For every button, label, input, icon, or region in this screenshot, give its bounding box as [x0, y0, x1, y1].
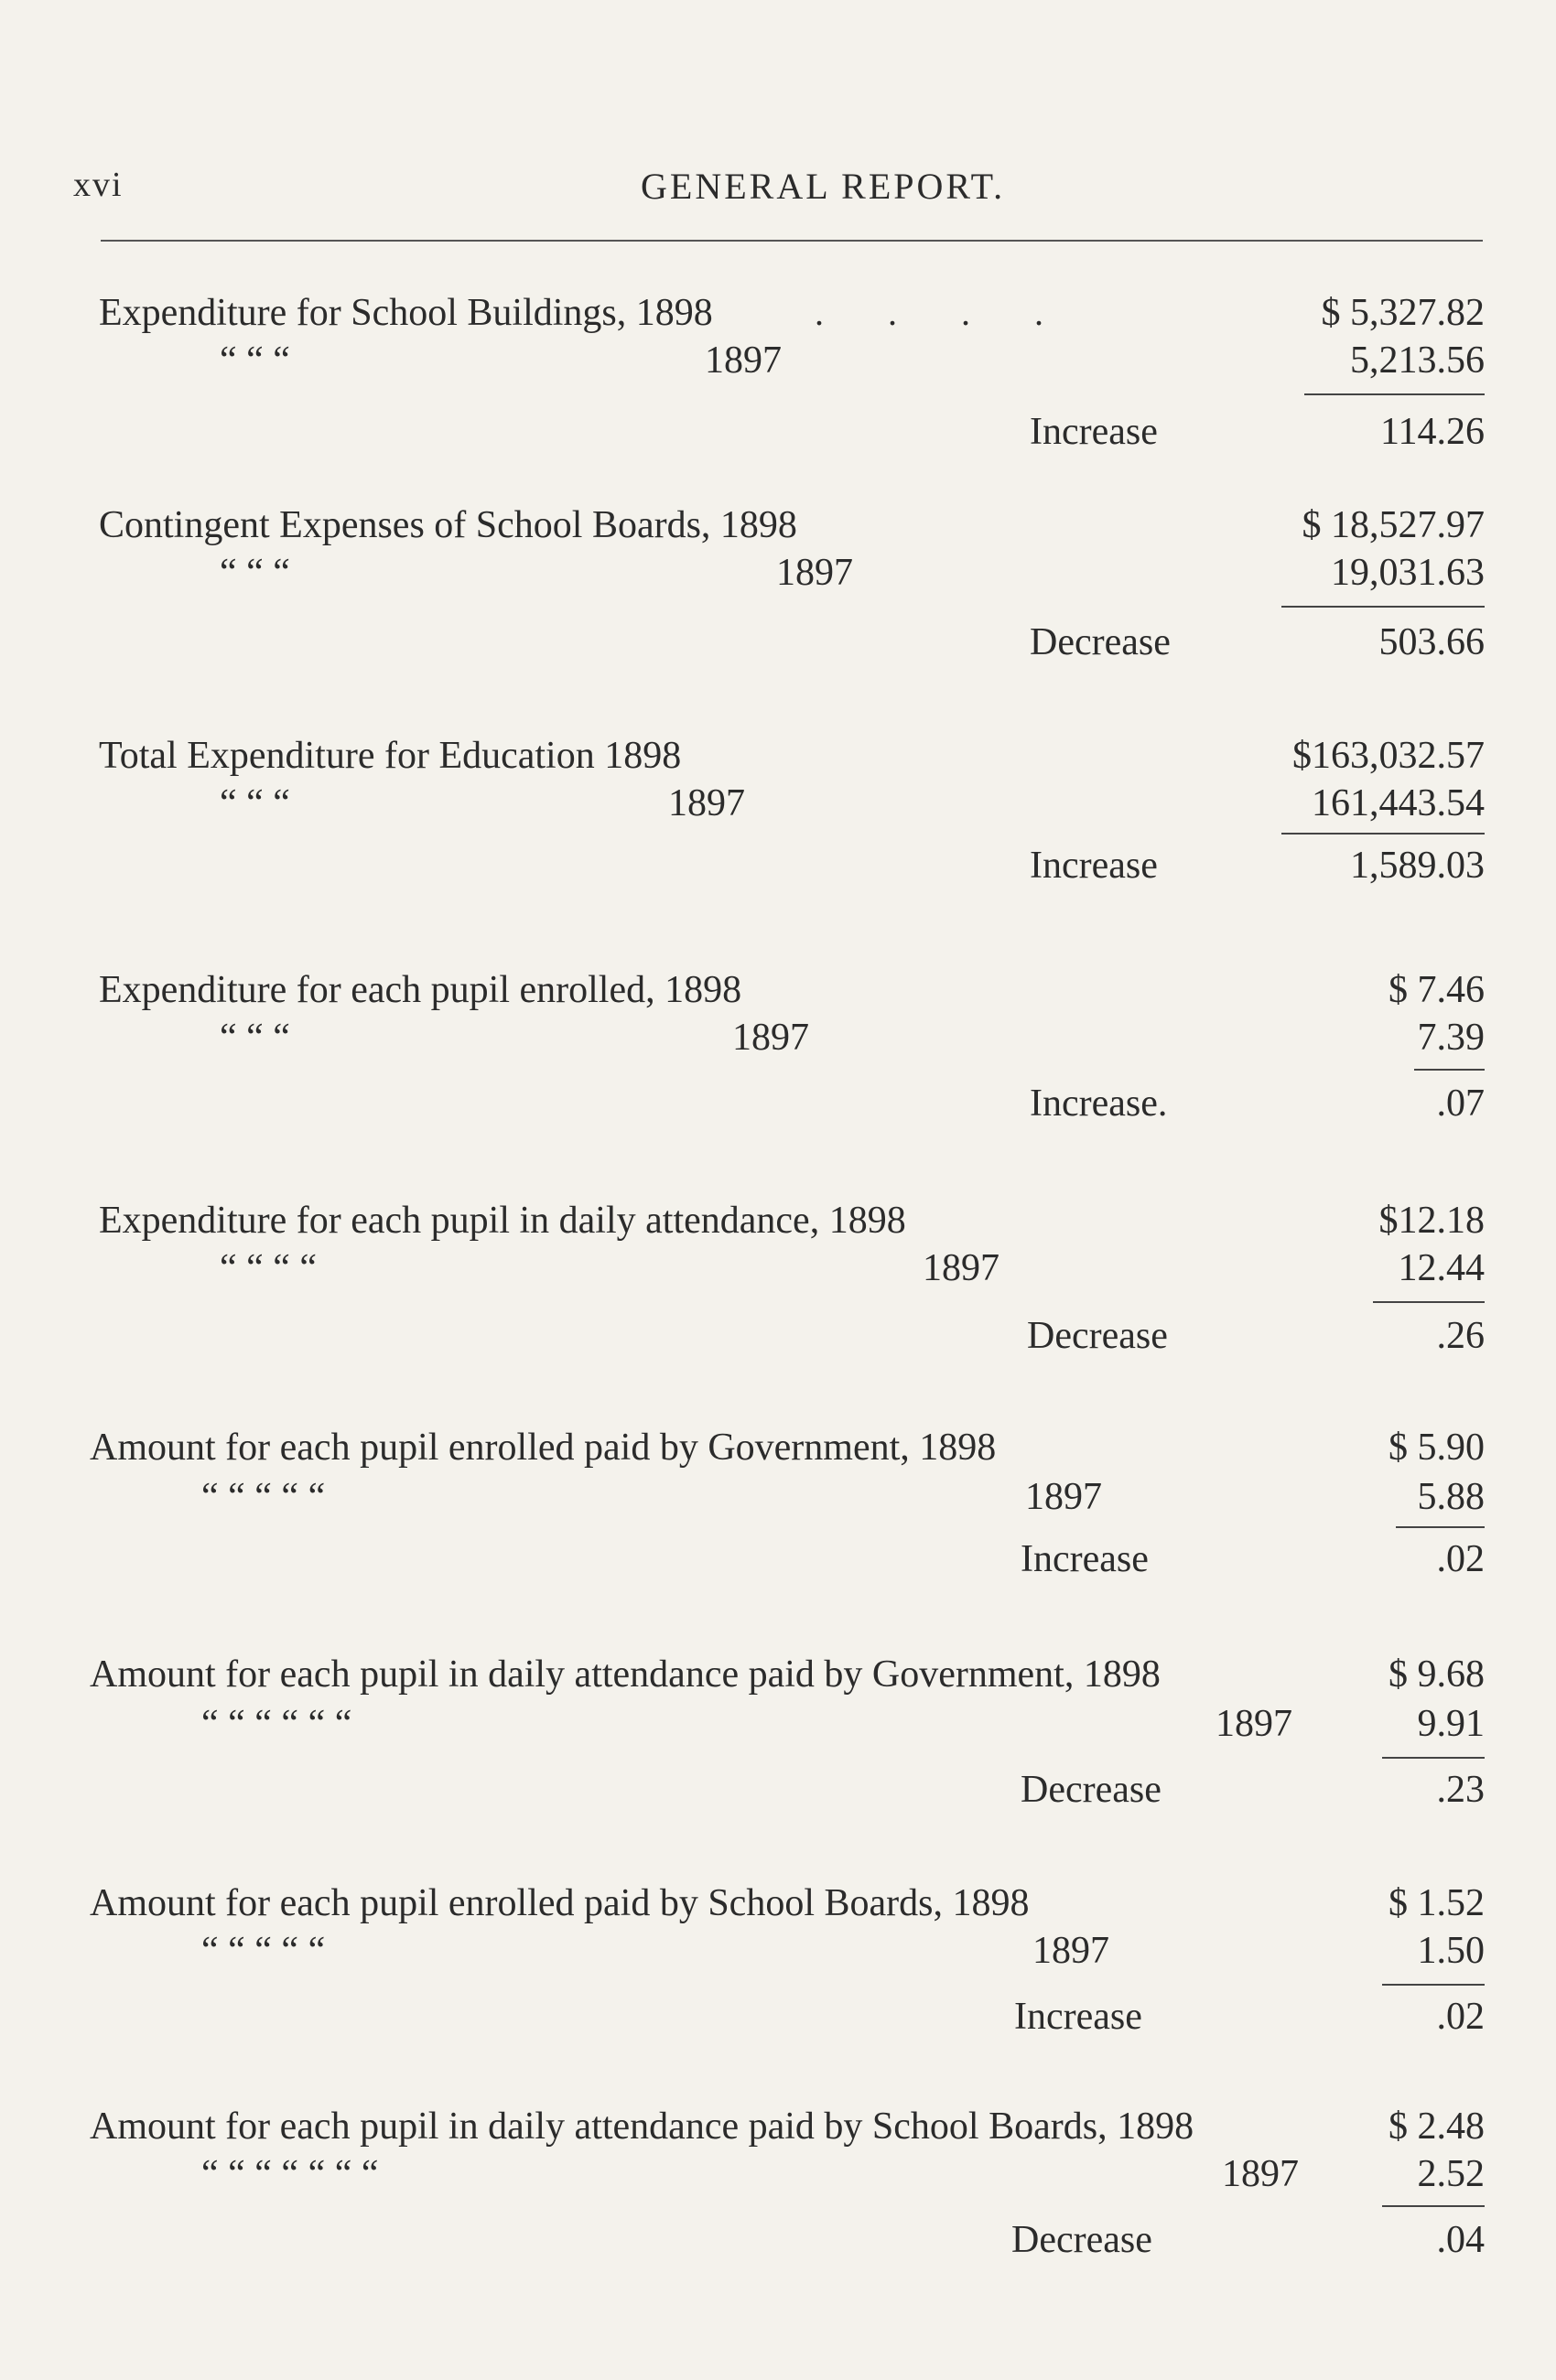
ditto-marks: “ “ “: [220, 782, 290, 824]
section-line1: Amount for each pupil in daily attendance paid by School Boards, 1898: [90, 2105, 1194, 2148]
section-line2-year: 1897: [776, 552, 853, 594]
section-result-label: Increase: [1014, 1996, 1142, 2038]
section-result-label: Decrease: [1030, 621, 1171, 663]
section-line2-year: 1897: [1216, 1703, 1292, 1745]
section-line2-value: 7.39: [1417, 1017, 1485, 1059]
section-result-value: .02: [1436, 1538, 1485, 1580]
section-line1: Expenditure for each pupil enrolled, 1898: [99, 969, 742, 1011]
section-line2-year: 1897: [923, 1247, 1000, 1289]
section-result-value: 114.26: [1380, 411, 1485, 453]
sum-rule: [1304, 393, 1485, 395]
section-result-value: .02: [1436, 1996, 1485, 2038]
sum-rule: [1281, 606, 1485, 608]
section-line2-value: 9.91: [1417, 1703, 1485, 1745]
section-line2-year: 1897: [1032, 1930, 1109, 1972]
ditto-marks: “ “ “ “ “: [201, 1930, 326, 1972]
section-line2-value: 5.88: [1417, 1476, 1485, 1518]
section-result-value: .04: [1436, 2219, 1485, 2261]
section-line1: Contingent Expenses of School Boards, 1898: [99, 504, 797, 546]
section-line1-value: $ 1.52: [1389, 1882, 1485, 1924]
section-line2-year: 1897: [705, 339, 782, 382]
section-line1-value: $ 7.46: [1389, 969, 1485, 1011]
section-line1-value: $163,032.57: [1292, 735, 1485, 777]
ditto-marks: “ “ “: [220, 1017, 290, 1059]
ditto-marks: “ “ “: [220, 339, 290, 382]
section-result-value: .26: [1436, 1315, 1485, 1357]
section-result-label: Decrease: [1011, 2219, 1152, 2261]
section-line2-value: 12.44: [1398, 1247, 1485, 1289]
section-line1-value: $ 5,327.82: [1321, 292, 1485, 334]
ditto-marks: “ “ “ “ “ “ “: [201, 2153, 379, 2195]
section-line1-value: $ 2.48: [1389, 2105, 1485, 2148]
section-line1: Expenditure for each pupil in daily attendance, 1898: [99, 1200, 906, 1242]
sum-rule: [1396, 1526, 1485, 1528]
header-rule: [101, 240, 1483, 242]
section-line1-value: $ 9.68: [1389, 1653, 1485, 1696]
section-line2-value: 19,031.63: [1331, 552, 1485, 594]
ditto-marks: “ “ “: [220, 552, 290, 594]
ditto-marks: “ “ “ “: [220, 1247, 318, 1289]
section-result-label: Increase.: [1030, 1082, 1168, 1125]
section-line2-value: 5,213.56: [1350, 339, 1485, 382]
section-line2-value: 161,443.54: [1312, 782, 1485, 824]
section-line2-year: 1897: [1025, 1476, 1102, 1518]
sum-rule: [1281, 833, 1485, 835]
section-result-label: Increase: [1021, 1538, 1149, 1580]
sum-rule: [1382, 1984, 1485, 1986]
section-result-value: .23: [1436, 1769, 1485, 1811]
section-line2-year: 1897: [732, 1017, 809, 1059]
sum-rule: [1373, 1301, 1485, 1303]
section-result-label: Increase: [1030, 845, 1158, 887]
page-title: GENERAL REPORT.: [641, 166, 1006, 207]
ditto-marks: “ “ “ “ “: [201, 1476, 326, 1518]
section-result-label: Increase: [1030, 411, 1158, 453]
section-result-label: Decrease: [1027, 1315, 1168, 1357]
page-number: xvi: [73, 166, 124, 204]
section-line2-year: 1897: [668, 782, 745, 824]
sum-rule: [1414, 1069, 1485, 1071]
section-line1: Amount for each pupil in daily attendance paid by Government, 1898: [90, 1653, 1161, 1696]
section-result-value: .07: [1436, 1082, 1485, 1125]
section-result-label: Decrease: [1021, 1769, 1162, 1811]
sum-rule: [1382, 2205, 1485, 2207]
leader-dots: . . . .: [815, 292, 1043, 333]
section-line1-value: $12.18: [1378, 1200, 1485, 1242]
section-result-value: 503.66: [1378, 621, 1485, 663]
section-line1: Amount for each pupil enrolled paid by School Boards, 1898: [90, 1882, 1030, 1924]
section-line1: Expenditure for School Buildings, 1898: [99, 292, 713, 334]
section-line1: Amount for each pupil enrolled paid by Government, 1898: [90, 1427, 997, 1469]
section-line1-value: $ 5.90: [1389, 1427, 1485, 1469]
section-line2-value: 1.50: [1417, 1930, 1485, 1972]
section-line2-value: 2.52: [1417, 2153, 1485, 2195]
section-result-value: 1,589.03: [1350, 845, 1485, 887]
section-line1-value: $ 18,527.97: [1302, 504, 1485, 546]
sum-rule: [1382, 1757, 1485, 1759]
section-line1: Total Expenditure for Education 1898: [99, 735, 682, 777]
ditto-marks: “ “ “ “ “ “: [201, 1703, 352, 1745]
section-line2-year: 1897: [1222, 2153, 1299, 2195]
